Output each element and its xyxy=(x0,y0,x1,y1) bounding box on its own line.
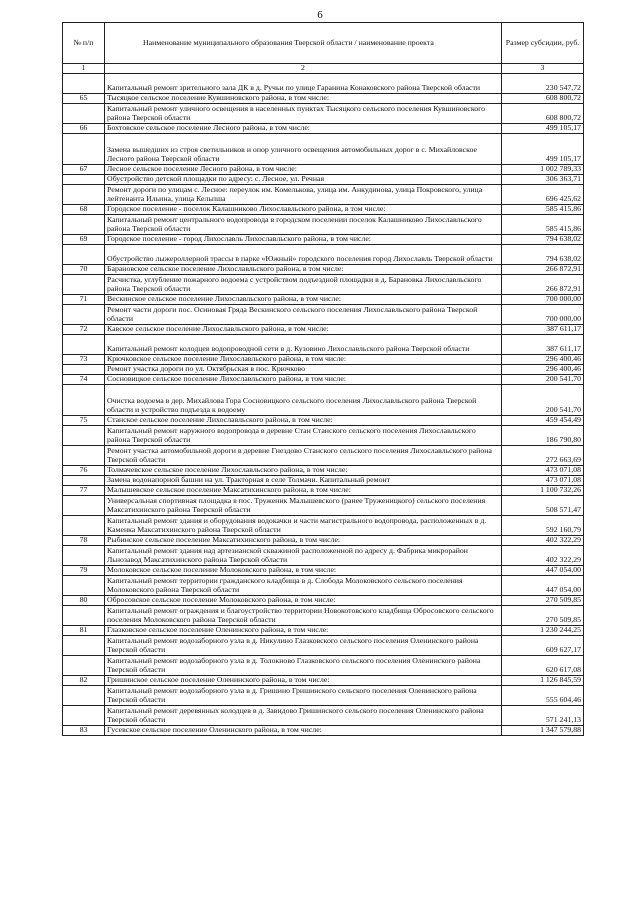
row-name: Капитальный ремонт водозаборного узла в д. Толокново Глазковского сельского поселения Оленинского района Тверской области xyxy=(105,655,502,675)
row-amount: 571 241,13 xyxy=(502,705,584,725)
row-name: Капитальный ремонт деревянных колодцев в д. Завидово Гришинского сельского поселения Оленинского района Тверской области xyxy=(105,705,502,725)
municipality-row xyxy=(63,354,584,364)
row-amount: 585 415,86 xyxy=(502,204,584,214)
row-number: 69 xyxy=(63,234,105,244)
row-name: Ремонт части дороги пос. Осиновая Гряда Вескинского сельского поселения Лихославльского района Тверской области xyxy=(105,304,502,324)
row-amount: 700 000,00 xyxy=(502,304,584,324)
column-index-1: 1 xyxy=(63,64,105,74)
project-row xyxy=(63,73,584,93)
row-number xyxy=(63,445,105,465)
project-row xyxy=(63,364,584,374)
row-number: 83 xyxy=(63,725,105,735)
row-amount: 555 604,46 xyxy=(502,685,584,705)
row-number: 75 xyxy=(63,415,105,425)
row-amount: 447 054,00 xyxy=(502,565,584,575)
row-number: 81 xyxy=(63,625,105,635)
row-name: Капитальный ремонт колодцев водопроводной сети в д. Кузовино Лихославльского района Тверской области xyxy=(105,334,502,354)
row-number: 65 xyxy=(63,93,105,103)
project-row xyxy=(63,705,584,725)
row-name: Очистка водоема в дер. Михайлова Гора Сосновицкого сельского поселения Лихославльского района Тверской области и устройство подъезда к водоему xyxy=(105,384,502,415)
row-amount: 1 347 579,88 xyxy=(502,725,584,735)
page-number: 6 xyxy=(317,9,323,21)
row-name: Капитальный ремонт здания и оборудования водокачки и части магистрального водопровода, расположенных в д. Каменка Максатихинского района Тверской области xyxy=(105,515,502,535)
column-index-2: 2 xyxy=(105,64,502,74)
row-name: Бохтовское сельское поселение Лесного района, в том числе: xyxy=(105,123,502,133)
row-amount: 186 790,80 xyxy=(502,425,584,445)
municipality-row xyxy=(63,294,584,304)
column-header-amount: Размер субсидии, руб. xyxy=(502,23,584,64)
municipality-row xyxy=(63,485,584,495)
row-amount: 266 872,91 xyxy=(502,274,584,294)
project-row xyxy=(63,304,584,324)
row-amount: 620 617,08 xyxy=(502,655,584,675)
row-amount: 609 627,17 xyxy=(502,635,584,655)
row-amount: 473 071,08 xyxy=(502,465,584,475)
row-name: Расчистка, углубление пожарного водоема с устройством подъездной площадки в д. Барановка Лихославльского района Тверской области xyxy=(105,274,502,294)
row-name: Вескинское сельское поселение Лихославльского района, в том числе: xyxy=(105,294,502,304)
project-row xyxy=(63,184,584,204)
project-row xyxy=(63,685,584,705)
row-number: 78 xyxy=(63,535,105,545)
row-name: Капитальный ремонт водозаборного узла в д. Гришино Гришинского сельского поселения Оленинского района Тверской области xyxy=(105,685,502,705)
row-number xyxy=(63,705,105,725)
row-name: Капитальный ремонт территории гражданского кладбища в д. Слобода Молоковского сельского поселения Молоковского района Тверской области xyxy=(105,575,502,595)
row-name: Станское сельское поселение Лихославльского района, в том числе: xyxy=(105,415,502,425)
row-number: 73 xyxy=(63,354,105,364)
row-number: 70 xyxy=(63,264,105,274)
row-name: Молоковское сельское поселение Молоковского района, в том числе: xyxy=(105,565,502,575)
project-row xyxy=(63,244,584,264)
row-number xyxy=(63,515,105,535)
project-row xyxy=(63,655,584,675)
row-amount: 794 638,02 xyxy=(502,244,584,264)
row-name: Капитальный ремонт ограждения и благоустройство территории Новокотовского кладбища Обросовского сельского поселения Молоковского района Тверской области xyxy=(105,605,502,625)
municipality-row xyxy=(63,465,584,475)
row-amount: 266 872,91 xyxy=(502,264,584,274)
row-name: Капитальный ремонт зрительного зала ДК в д. Ручьи по улице Гаранина Конаковского района Тверской области xyxy=(105,73,502,93)
municipality-row xyxy=(63,595,584,605)
row-name: Глазковское сельское поселение Оленинского района, в том числе: xyxy=(105,625,502,635)
row-number xyxy=(63,655,105,675)
row-name: Капитальный ремонт центрального водопровода в городском поселении поселок Калашниково Лихославльского района Тверской области xyxy=(105,214,502,234)
row-amount: 387 611,17 xyxy=(502,334,584,354)
municipality-row xyxy=(63,204,584,214)
row-name: Обустройство лыжероллерной трассы в парке «Южный» городского поселения город Лихославль Тверской области xyxy=(105,244,502,264)
municipality-row xyxy=(63,234,584,244)
row-number xyxy=(63,214,105,234)
row-amount: 696 425,62 xyxy=(502,184,584,204)
row-amount: 1 126 845,59 xyxy=(502,675,584,685)
municipality-row xyxy=(63,675,584,685)
row-name: Городское поселение - город Лихославль Лихославльского района, в том числе: xyxy=(105,234,502,244)
row-name: Ремонт участка автомобильной дороги в деревне Гнездово Станского сельского поселения Лихославльского района Тверской области xyxy=(105,445,502,465)
row-name: Лесное сельское поселение Лесного района, в том числе: xyxy=(105,164,502,174)
row-number xyxy=(63,174,105,184)
row-name: Капитальный ремонт здания над артезианской скважиной расположенной по адресу д. Фабрика микрорайон Льнозавод Максатихинского района Тверской области xyxy=(105,545,502,565)
row-amount: 200 541,70 xyxy=(502,374,584,384)
municipality-row xyxy=(63,374,584,384)
row-number xyxy=(63,334,105,354)
row-number xyxy=(63,304,105,324)
row-amount: 499 105,17 xyxy=(502,123,584,133)
row-amount: 387 611,17 xyxy=(502,324,584,334)
project-row xyxy=(63,425,584,445)
project-row xyxy=(63,334,584,354)
municipality-row xyxy=(63,93,584,103)
row-name: Гусевское сельское поселение Оленинского района, в том числе: xyxy=(105,725,502,735)
row-name: Обросовское сельское поселение Молоковского района, в том числе: xyxy=(105,595,502,605)
row-number xyxy=(63,73,105,93)
project-row xyxy=(63,475,584,485)
row-amount: 296 400,46 xyxy=(502,364,584,374)
row-number xyxy=(63,635,105,655)
row-number xyxy=(63,575,105,595)
project-row xyxy=(63,495,584,515)
row-amount: 306 363,71 xyxy=(502,174,584,184)
municipality-row xyxy=(63,264,584,274)
row-number: 66 xyxy=(63,123,105,133)
row-amount: 585 415,86 xyxy=(502,214,584,234)
municipality-row xyxy=(63,535,584,545)
row-name: Рыбинское сельское поселение Максатихинского района, в том числе: xyxy=(105,535,502,545)
row-name: Замена водонапорной башни на ул. Тракторная в селе Толмачи. Капитальный ремонт xyxy=(105,475,502,485)
row-number: 80 xyxy=(63,595,105,605)
municipality-row xyxy=(63,415,584,425)
row-name: Барановское сельское поселение Лихославльского района, в том числе: xyxy=(105,264,502,274)
row-number xyxy=(63,184,105,204)
row-amount: 447 054,00 xyxy=(502,575,584,595)
row-name: Гришинское сельское поселение Оленинского района, в том числе: xyxy=(105,675,502,685)
column-header-number: № п/п xyxy=(63,23,105,64)
project-row xyxy=(63,214,584,234)
row-number xyxy=(63,605,105,625)
row-number xyxy=(63,495,105,515)
row-number xyxy=(63,384,105,415)
project-row xyxy=(63,103,584,123)
column-index-3: 3 xyxy=(502,64,584,74)
row-amount: 794 638,02 xyxy=(502,234,584,244)
row-amount: 230 547,72 xyxy=(502,73,584,93)
project-row xyxy=(63,133,584,164)
row-amount: 270 509,85 xyxy=(502,605,584,625)
row-number xyxy=(63,103,105,123)
row-number xyxy=(63,685,105,705)
row-number xyxy=(63,274,105,294)
row-number: 71 xyxy=(63,294,105,304)
project-row xyxy=(63,274,584,294)
row-name: Тысяцкое сельское поселение Кувшиновского района, в том числе: xyxy=(105,93,502,103)
project-row xyxy=(63,545,584,565)
municipality-row xyxy=(63,625,584,635)
row-amount: 1 230 244,25 xyxy=(502,625,584,635)
row-amount: 608 800,72 xyxy=(502,103,584,123)
row-amount: 592 160,79 xyxy=(502,515,584,535)
row-number: 82 xyxy=(63,675,105,685)
row-number xyxy=(63,425,105,445)
project-row xyxy=(63,384,584,415)
row-name: Ремонт участка дороги по ул. Октябрьская в пос. Крючково xyxy=(105,364,502,374)
row-amount: 1 100 732,26 xyxy=(502,485,584,495)
row-number xyxy=(63,364,105,374)
row-name: Капитальный ремонт наружного водопровода в деревне Стан Станского сельского поселения Лихославльского района Тверской области xyxy=(105,425,502,445)
row-number: 67 xyxy=(63,164,105,174)
row-amount: 402 322,29 xyxy=(502,535,584,545)
project-row xyxy=(63,174,584,184)
row-amount: 402 322,29 xyxy=(502,545,584,565)
row-number: 72 xyxy=(63,324,105,334)
row-name: Сосновицкое сельское поселение Лихославльского района, в том числе: xyxy=(105,374,502,384)
row-number xyxy=(63,545,105,565)
row-number: 77 xyxy=(63,485,105,495)
row-number: 68 xyxy=(63,204,105,214)
row-name: Универсальная спортивная площадка в пос. Труженик Малышевского (ранее Труженицкого) сельского поселения Максатихинского района Тверской области xyxy=(105,495,502,515)
row-amount: 473 071,08 xyxy=(502,475,584,485)
project-row xyxy=(63,605,584,625)
row-number: 74 xyxy=(63,374,105,384)
municipality-row xyxy=(63,123,584,133)
project-row xyxy=(63,575,584,595)
column-header-name: Наименование муниципального образования Тверской области / наименование проекта xyxy=(105,23,502,64)
project-row xyxy=(63,515,584,535)
row-amount: 608 800,72 xyxy=(502,93,584,103)
municipality-row xyxy=(63,565,584,575)
row-amount: 272 663,69 xyxy=(502,445,584,465)
municipality-row xyxy=(63,164,584,174)
row-number xyxy=(63,244,105,264)
subsidy-table xyxy=(62,22,584,736)
row-amount: 508 571,47 xyxy=(502,495,584,515)
row-number xyxy=(63,133,105,164)
row-number: 79 xyxy=(63,565,105,575)
project-row xyxy=(63,445,584,465)
row-amount: 1 002 789,33 xyxy=(502,164,584,174)
row-name: Малышевское сельское поселение Максатихинского района, в том числе: xyxy=(105,485,502,495)
row-amount: 200 541,70 xyxy=(502,384,584,415)
row-name: Крючковское сельское поселение Лихославльского района, в том числе: xyxy=(105,354,502,364)
row-amount: 270 509,85 xyxy=(502,595,584,605)
project-row xyxy=(63,635,584,655)
row-name: Толмачевское сельское поселение Лихославльского района, в том числе: xyxy=(105,465,502,475)
row-name: Ремонт дороги по улицам с. Лесное: переулок им. Комелькова, улица им. Анкудинова, улица Покровского, улица лейтенанта Ильина, улица Кельпша xyxy=(105,184,502,204)
row-name: Капитальный ремонт уличного освещения в населенных пунктах Тысяцкого сельского поселения Кувшиновского района Тверской области xyxy=(105,103,502,123)
row-name: Замена вышедших из строя светильников и опор уличного освещения автомобильных дорог в с. Михайловское Лесного района Тверской области xyxy=(105,133,502,164)
row-amount: 459 454,49 xyxy=(502,415,584,425)
row-name: Кавское сельское поселение Лихославльского района, в том числе: xyxy=(105,324,502,334)
municipality-row xyxy=(63,324,584,334)
row-number: 76 xyxy=(63,465,105,475)
row-name: Городское поселение - поселок Калашниково Лихославльского района, в том числе: xyxy=(105,204,502,214)
row-amount: 296 400,46 xyxy=(502,354,584,364)
row-amount: 700 000,00 xyxy=(502,294,584,304)
municipality-row xyxy=(63,725,584,735)
row-name: Капитальный ремонт водозаборного узла в д. Никулино Глазковского сельского поселения Оленинского района Тверской области xyxy=(105,635,502,655)
row-amount: 499 105,17 xyxy=(502,133,584,164)
row-name: Обустройство детской площадки по адресу: с. Лесное, ул. Речная xyxy=(105,174,502,184)
row-number xyxy=(63,475,105,485)
